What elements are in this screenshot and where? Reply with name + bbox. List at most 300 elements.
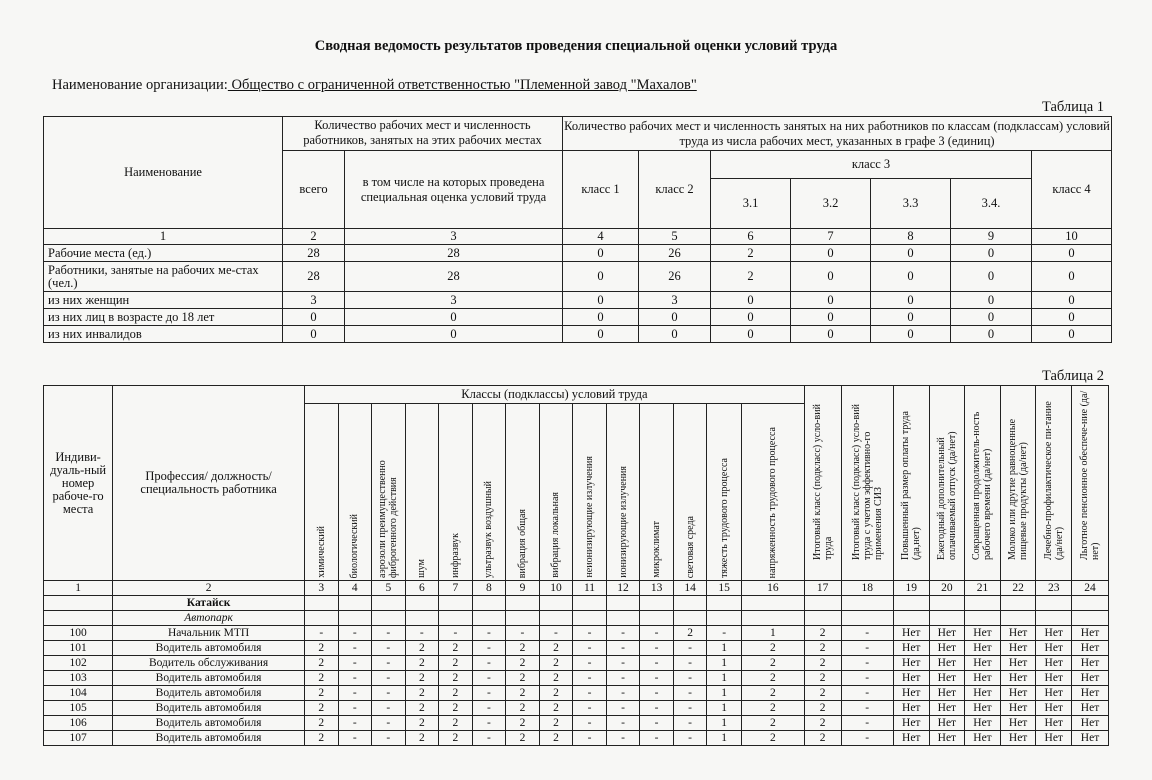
- subsection-blank: [439, 611, 473, 626]
- table1-cell: 0: [1032, 309, 1112, 326]
- table2-cell: Нет: [929, 731, 965, 746]
- table2-cell: Нет: [965, 716, 1001, 731]
- table2-cell: 2: [304, 641, 338, 656]
- section-name: Катайск: [113, 596, 305, 611]
- table2-cell: -: [573, 641, 607, 656]
- table1-cell: 0: [1032, 292, 1112, 309]
- table2-cell: Нет: [965, 641, 1001, 656]
- table2-col-number: 9: [506, 581, 540, 596]
- table1-col-number: 9: [951, 229, 1032, 245]
- table1-row-label: из них женщин: [44, 292, 283, 309]
- table2-cell: 2: [804, 686, 841, 701]
- table2-cell: Нет: [1036, 716, 1072, 731]
- table2-cell: Нет: [1036, 641, 1072, 656]
- table2-cell: 2: [539, 701, 573, 716]
- table2-cell: 2: [539, 671, 573, 686]
- table2-cell: 2: [439, 671, 473, 686]
- table2-cell: -: [573, 656, 607, 671]
- profession-name: Водитель автомобиля: [113, 701, 305, 716]
- section-blank: [804, 596, 841, 611]
- subsection-blank: [372, 611, 406, 626]
- table2-col-number: 18: [841, 581, 893, 596]
- table2-cell: -: [673, 671, 707, 686]
- table2-cell: 2: [804, 731, 841, 746]
- table2-cell: 1: [741, 626, 804, 641]
- workplace-number: 100: [44, 626, 113, 641]
- table2-cell: 2: [439, 656, 473, 671]
- subsection-blank: [741, 611, 804, 626]
- subsection-blank: [673, 611, 707, 626]
- subsection-blank: [804, 611, 841, 626]
- table2-cell: -: [338, 641, 372, 656]
- table2-cell: -: [606, 641, 640, 656]
- table2-cell: -: [472, 671, 506, 686]
- header-factor: [573, 404, 607, 581]
- section-blank: [640, 596, 674, 611]
- table2-cell: -: [372, 626, 406, 641]
- table1-cell: 0: [951, 292, 1032, 309]
- header-factor: [640, 404, 674, 581]
- table2-col-number: 17: [804, 581, 841, 596]
- table2-cell: 2: [405, 701, 439, 716]
- table1-col-number: 3: [345, 229, 563, 245]
- table2-cell: Нет: [1036, 701, 1072, 716]
- table2-cell: -: [606, 701, 640, 716]
- section-blank: [929, 596, 965, 611]
- table1-cell: 0: [345, 309, 563, 326]
- subsection-blank: [1000, 611, 1036, 626]
- table1-cell: 0: [791, 309, 871, 326]
- table2-cell: 2: [506, 656, 540, 671]
- table2-cell: Нет: [1072, 716, 1109, 731]
- table2-column-numbers-row: [44, 581, 1109, 596]
- table2-cell: 2: [405, 686, 439, 701]
- table1-cell: 0: [951, 326, 1032, 343]
- section-blank: [338, 596, 372, 611]
- table-row: [44, 701, 1109, 716]
- profession-name: Водитель автомобиля: [113, 641, 305, 656]
- header-factor: [472, 404, 506, 581]
- table2-cell: 2: [304, 731, 338, 746]
- table2-cell: -: [841, 671, 893, 686]
- table2-cell: 2: [539, 716, 573, 731]
- section-blank: [44, 596, 113, 611]
- table1-cell: 0: [871, 309, 951, 326]
- table2-cell: 2: [506, 716, 540, 731]
- table2-cell: 2: [804, 701, 841, 716]
- subsection-blank: [606, 611, 640, 626]
- table2-cell: -: [405, 626, 439, 641]
- table2-cell: -: [472, 716, 506, 731]
- table2-cell: 2: [439, 716, 473, 731]
- table2-cell: Нет: [965, 701, 1001, 716]
- section-blank: [304, 596, 338, 611]
- header-factor: [741, 404, 804, 581]
- header-c33: 3.3: [871, 179, 951, 229]
- subsection-name: Автопарк: [113, 611, 305, 626]
- table1-cell: 0: [563, 245, 639, 262]
- header-milk: Молоко или другие равноценные пищевые продукты (да/нет): [1000, 386, 1036, 581]
- table1-col-number: 6: [711, 229, 791, 245]
- table2-cell: Нет: [893, 686, 929, 701]
- workplace-number: 104: [44, 686, 113, 701]
- table2-cell: 2: [506, 731, 540, 746]
- table2-cell: 1: [707, 701, 742, 716]
- table2-cell: Нет: [1072, 701, 1109, 716]
- subsection-blank: [1036, 611, 1072, 626]
- table1-col-number: 1: [44, 229, 283, 245]
- table1-col-number: 5: [639, 229, 711, 245]
- table2-cell: 2: [304, 701, 338, 716]
- header-factor: [338, 404, 372, 581]
- header-c34: 3.4.: [951, 179, 1032, 229]
- table1-cell: 3: [283, 292, 345, 309]
- table1-cell: 0: [951, 245, 1032, 262]
- table2-cell: 1: [707, 656, 742, 671]
- section-blank: [741, 596, 804, 611]
- table2-col-number: 2: [113, 581, 305, 596]
- section-blank: [1000, 596, 1036, 611]
- header-final-class-siz: Итоговый класс (подкласс) усло-вий труда с учетом эффективно-го применения СИЗ: [841, 386, 893, 581]
- page-title: Сводная ведомость результатов проведения специальной оценки условий труда: [314, 38, 838, 54]
- table2-cell: -: [606, 716, 640, 731]
- table2-cell: 2: [539, 641, 573, 656]
- header-extra-leave: Ежегодный дополнительный оплачиваемый отпуск (да/нет): [929, 386, 965, 581]
- table2-cell: 2: [304, 656, 338, 671]
- table2-cell: -: [338, 701, 372, 716]
- table2-cell: -: [506, 626, 540, 641]
- table-row: [44, 686, 1109, 701]
- table2-cell: Нет: [929, 701, 965, 716]
- table2-cell: Нет: [929, 686, 965, 701]
- table2-col-number: 19: [893, 581, 929, 596]
- table2-cell: 1: [707, 641, 742, 656]
- table2-cell: Нет: [1072, 731, 1109, 746]
- table2-cell: -: [573, 626, 607, 641]
- subsection-blank: [640, 611, 674, 626]
- table2-cell: -: [539, 626, 573, 641]
- subsection-blank: [338, 611, 372, 626]
- table2-cell: -: [573, 686, 607, 701]
- table2-col-number: 16: [741, 581, 804, 596]
- section-blank: [573, 596, 607, 611]
- table2-cell: -: [841, 686, 893, 701]
- table2-cell: -: [606, 671, 640, 686]
- header-therapeutic-food: Лечебно-профилактическое пи-тание (да/нет): [1036, 386, 1072, 581]
- table2-cell: 2: [506, 641, 540, 656]
- table1-cell: 0: [871, 326, 951, 343]
- table2-cell: -: [338, 671, 372, 686]
- profession-name: Водитель автомобиля: [113, 686, 305, 701]
- table2-cell: 2: [439, 701, 473, 716]
- header-c31: 3.1: [711, 179, 791, 229]
- table2-cell: 2: [741, 701, 804, 716]
- workplace-number: 106: [44, 716, 113, 731]
- table1-cell: 3: [639, 292, 711, 309]
- table2-cell: -: [472, 641, 506, 656]
- table1-cell: 0: [951, 309, 1032, 326]
- header-factor: [539, 404, 573, 581]
- table2-cell: 2: [741, 716, 804, 731]
- header-pension: Льготное пенсионное обеспече-ние (да/нет): [1072, 386, 1109, 581]
- header-factor-label: вибрация общая: [516, 508, 528, 578]
- table2-cell: Нет: [1072, 686, 1109, 701]
- table2-cell: -: [338, 686, 372, 701]
- table2-cell: -: [640, 731, 674, 746]
- table1-cell: 28: [283, 245, 345, 262]
- section-blank: [606, 596, 640, 611]
- header-factor-label: аэрозоли преимущественно фиброгенного действия: [377, 460, 400, 578]
- table2-cell: 2: [439, 641, 473, 656]
- table2-label: Таблица 2: [1041, 368, 1104, 384]
- header-name: Наименование: [44, 117, 283, 229]
- table2-cell: -: [673, 686, 707, 701]
- table2-col-number: 21: [965, 581, 1001, 596]
- section-blank: [506, 596, 540, 611]
- table2-cell: -: [372, 731, 406, 746]
- table1-cell: 0: [1032, 245, 1112, 262]
- section-blank: [439, 596, 473, 611]
- table2-cell: -: [606, 656, 640, 671]
- profession-name: Начальник МТП: [113, 626, 305, 641]
- table1-cell: 0: [871, 245, 951, 262]
- table1-cell: 26: [639, 245, 711, 262]
- organization-label: Наименование организации:: [52, 77, 228, 93]
- table2-cell: -: [673, 641, 707, 656]
- subsection-blank: [44, 611, 113, 626]
- table2-cell: -: [372, 716, 406, 731]
- table2-cell: 2: [304, 716, 338, 731]
- table2-cell: Нет: [893, 701, 929, 716]
- table1-cell: 28: [283, 262, 345, 292]
- subsection-blank: [472, 611, 506, 626]
- table2-cell: Нет: [1036, 626, 1072, 641]
- table1-row: [44, 262, 1112, 292]
- table2-cell: -: [841, 701, 893, 716]
- table2-cell: -: [841, 731, 893, 746]
- table2-cell: -: [640, 686, 674, 701]
- table2-cell: 1: [707, 731, 742, 746]
- table2-cell: Нет: [929, 626, 965, 641]
- table2-cell: -: [673, 656, 707, 671]
- table2-col-number: 22: [1000, 581, 1036, 596]
- table2-col-number: 6: [405, 581, 439, 596]
- table2-cell: -: [472, 701, 506, 716]
- table2-cell: -: [640, 641, 674, 656]
- table1-cell: 0: [871, 262, 951, 292]
- header-factor: [439, 404, 473, 581]
- table1-cell: 28: [345, 262, 563, 292]
- table1-cell: 2: [711, 245, 791, 262]
- header-factor-label: шум: [416, 559, 428, 578]
- table1-cell: 0: [1032, 262, 1112, 292]
- table2-cell: Нет: [893, 656, 929, 671]
- table2-cell: Нет: [1072, 671, 1109, 686]
- table2-cell: Нет: [1000, 671, 1036, 686]
- table2-cell: 2: [304, 671, 338, 686]
- table1-col-number: 2: [283, 229, 345, 245]
- table2-cell: 2: [804, 716, 841, 731]
- table2-cell: 2: [506, 671, 540, 686]
- table1-cell: 0: [563, 309, 639, 326]
- table2-cell: -: [673, 701, 707, 716]
- table1-row: [44, 245, 1112, 262]
- table2-cell: Нет: [929, 641, 965, 656]
- table1-col-number: 7: [791, 229, 871, 245]
- table2-cell: 2: [405, 671, 439, 686]
- header-factor-label: неионизирующие излучения: [584, 456, 595, 578]
- table2-cell: Нет: [1000, 641, 1036, 656]
- table2-cell: Нет: [929, 671, 965, 686]
- table2-cell: 1: [707, 686, 742, 701]
- table2-cell: -: [338, 656, 372, 671]
- header-factor-label: тяжесть трудового процесса: [718, 458, 730, 578]
- table2-cell: -: [472, 731, 506, 746]
- table1-cell: 0: [563, 262, 639, 292]
- table2-cell: 2: [741, 731, 804, 746]
- table2-cell: Нет: [1000, 731, 1036, 746]
- table2-cell: 2: [741, 686, 804, 701]
- table2-cell: -: [472, 656, 506, 671]
- table2-col-number: 7: [439, 581, 473, 596]
- header-classes-group: Классы (подклассы) условий труда: [304, 386, 804, 404]
- section-row: [44, 596, 1109, 611]
- table1-row: [44, 326, 1112, 343]
- table2-cell: Нет: [893, 641, 929, 656]
- table2-cell: Нет: [1072, 656, 1109, 671]
- table2-col-number: 11: [573, 581, 607, 596]
- header-final-class: Итоговый класс (подкласс) усло-вий труда: [804, 386, 841, 581]
- table2-cell: Нет: [965, 671, 1001, 686]
- table-row: [44, 656, 1109, 671]
- table2-cell: Нет: [1000, 656, 1036, 671]
- header-factor: [405, 404, 439, 581]
- table2-cell: 2: [539, 731, 573, 746]
- table2-cell: -: [573, 731, 607, 746]
- table2-cell: Нет: [1036, 671, 1072, 686]
- table2-cell: Нет: [1000, 686, 1036, 701]
- table1-col-number: 4: [563, 229, 639, 245]
- table1-cell: 0: [283, 326, 345, 343]
- table1-cell: 28: [345, 245, 563, 262]
- header-factor-label: ультразвук воздушный: [483, 481, 495, 578]
- table2-cell: 2: [804, 641, 841, 656]
- table2-cell: 2: [741, 641, 804, 656]
- table2-col-number: 24: [1072, 581, 1109, 596]
- table2-cell: -: [472, 626, 506, 641]
- subsection-blank: [841, 611, 893, 626]
- header-class2: класс 2: [639, 151, 711, 229]
- organization-line: [52, 77, 697, 94]
- table2-cell: -: [372, 656, 406, 671]
- header-factor-label: биологический: [349, 513, 361, 578]
- table1-cell: 3: [345, 292, 563, 309]
- workplace-number: 107: [44, 731, 113, 746]
- table-row: [44, 626, 1109, 641]
- table2-cell: -: [640, 656, 674, 671]
- table2-cell: Нет: [1000, 716, 1036, 731]
- table2-cell: 2: [741, 671, 804, 686]
- table1-cell: 0: [639, 326, 711, 343]
- table2-cell: -: [439, 626, 473, 641]
- table2-cell: 2: [405, 731, 439, 746]
- header-factor-label: световая среда: [684, 515, 696, 578]
- table1-row-label: из них лиц в возрасте до 18 лет: [44, 309, 283, 326]
- table1-row: [44, 309, 1112, 326]
- table2-cell: -: [372, 641, 406, 656]
- table1-column-numbers-row: [44, 229, 1112, 245]
- table2-col-number: 13: [640, 581, 674, 596]
- table2-cell: -: [606, 731, 640, 746]
- profession-name: Водитель автомобиля: [113, 671, 305, 686]
- header-increased-pay: Повышенный размер оплаты труда (да,нет): [893, 386, 929, 581]
- section-blank: [472, 596, 506, 611]
- table1-cell: 0: [791, 262, 871, 292]
- section-blank: [893, 596, 929, 611]
- header-profession: Профессия/ должность/ специальность работника: [113, 386, 305, 581]
- header-reduced-hours: Сокращенная продолжитель-ность рабочего времени (да/нет): [965, 386, 1001, 581]
- table2-cell: -: [573, 716, 607, 731]
- table-row: [44, 716, 1109, 731]
- table1-row-label: из них инвалидов: [44, 326, 283, 343]
- section-blank: [965, 596, 1001, 611]
- table2-cell: Нет: [893, 671, 929, 686]
- section-blank: [841, 596, 893, 611]
- header-assessed: в том числе на которых проведена специальная оценка условий труда: [345, 151, 563, 229]
- header-count-group: Количество рабочих мест и численность работников, занятых на этих рабочих местах: [283, 117, 563, 151]
- workplace-number: 101: [44, 641, 113, 656]
- table2-cell: 2: [673, 626, 707, 641]
- table2-cell: 2: [405, 716, 439, 731]
- table2-cell: 1: [707, 716, 742, 731]
- table2-col-number: 14: [673, 581, 707, 596]
- subsection-blank: [707, 611, 742, 626]
- table1-cell: 0: [563, 326, 639, 343]
- table2-col-number: 4: [338, 581, 372, 596]
- table2-cell: -: [338, 716, 372, 731]
- table2-cell: -: [372, 671, 406, 686]
- table1-cell: 0: [711, 309, 791, 326]
- table1-cell: 0: [639, 309, 711, 326]
- table2-cell: Нет: [1072, 626, 1109, 641]
- table1-cell: 0: [871, 292, 951, 309]
- table2-cell: -: [304, 626, 338, 641]
- table2-cell: -: [573, 701, 607, 716]
- table1-cell: 2: [711, 262, 791, 292]
- table2-cell: Нет: [1036, 731, 1072, 746]
- table1-row: [44, 292, 1112, 309]
- table1-cell: 0: [951, 262, 1032, 292]
- table1-cell: 0: [345, 326, 563, 343]
- table2-col-number: 15: [707, 581, 742, 596]
- table2-cell: -: [640, 716, 674, 731]
- profession-name: Водитель автомобиля: [113, 731, 305, 746]
- table2-cell: 1: [707, 671, 742, 686]
- header-class3: класс 3: [711, 151, 1032, 179]
- table2-cell: -: [606, 686, 640, 701]
- table2-cell: Нет: [965, 656, 1001, 671]
- table1-label: Таблица 1: [1041, 99, 1104, 115]
- section-blank: [1072, 596, 1109, 611]
- table2-cell: -: [338, 626, 372, 641]
- table2-cell: Нет: [929, 656, 965, 671]
- table2-cell: 2: [506, 701, 540, 716]
- subsection-blank: [573, 611, 607, 626]
- section-blank: [405, 596, 439, 611]
- table2-col-number: 10: [539, 581, 573, 596]
- table1-cell: 0: [283, 309, 345, 326]
- workplaces-table: [43, 385, 1109, 746]
